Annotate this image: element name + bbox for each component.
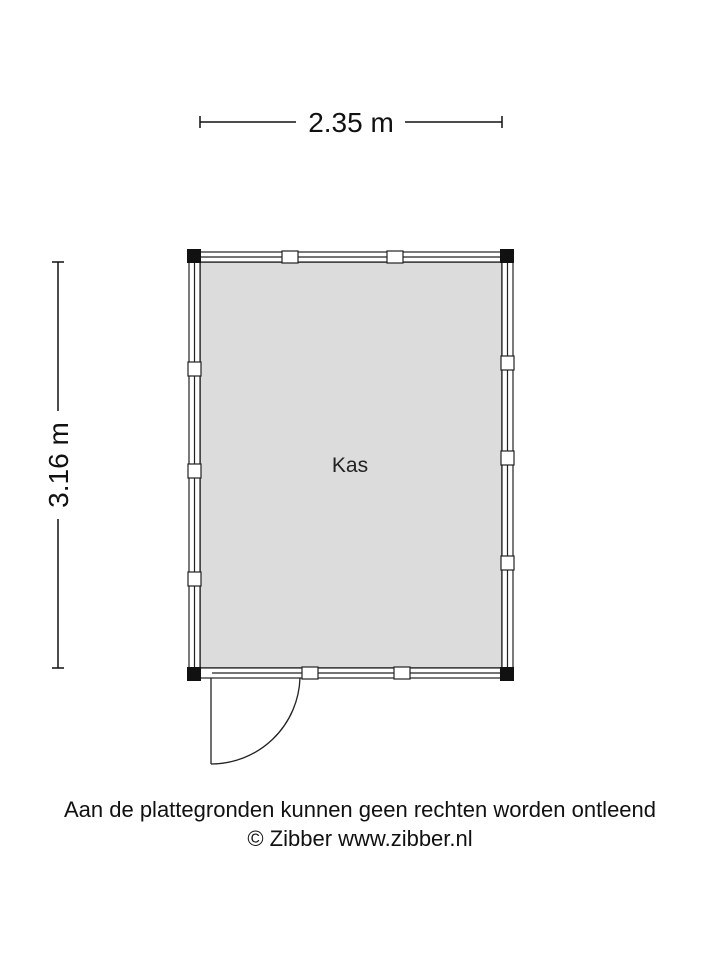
height-dimension: [43, 262, 74, 668]
right-wall: [501, 262, 514, 668]
bottom-wall: [200, 667, 502, 679]
corner-post-top-right: [500, 249, 514, 263]
door-swing-arc: [211, 678, 300, 764]
disclaimer-text: Aan de plattegronden kunnen geen rechten worden ontleend: [63, 797, 657, 822]
width-dimension-label: 2.35 m: [308, 107, 394, 138]
corner-post-bottom-right: [500, 667, 514, 681]
door: [211, 678, 300, 764]
corner-post-top-left: [187, 249, 201, 263]
height-dimension-label: 3.16 m: [43, 422, 74, 508]
corner-post-bottom-left: [187, 667, 201, 681]
width-dimension: [200, 107, 502, 138]
room-label: Kas: [331, 454, 369, 477]
top-wall: [200, 251, 502, 263]
copyright-text: © Zibber www.zibber.nl: [247, 826, 473, 851]
left-wall: [188, 262, 201, 668]
